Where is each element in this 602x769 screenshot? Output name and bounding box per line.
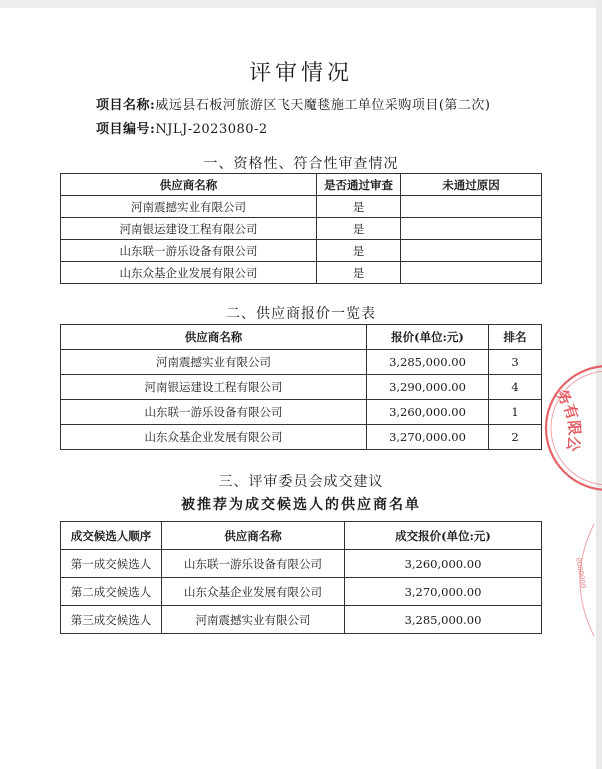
section-3-subheading: 被推荐为成交候选人的供应商名单 <box>181 497 421 513</box>
table-row <box>61 400 542 425</box>
candidate-order-cell: 第二成交候选人 <box>61 578 162 606</box>
project-number-label: 项目编号: <box>96 122 156 137</box>
page-title: 评审情况 <box>248 61 353 86</box>
recommended-candidates-table <box>60 521 542 634</box>
seal-serial-fragment <box>548 520 598 640</box>
table-row <box>61 550 542 578</box>
review-passed-cell: 是 <box>317 240 401 262</box>
project-name-value: 威远县石板河旅游区飞天魔毯施工单位采购项目(第二次) <box>155 98 491 113</box>
supplier-name-cell: 河南银运建设工程有限公司 <box>61 218 317 240</box>
deal-price-cell: 3,260,000.00 <box>345 550 542 578</box>
rank-cell: 4 <box>489 375 542 400</box>
supplier-name-cell: 山东众基企业发展有限公司 <box>61 425 367 450</box>
page-edge <box>0 0 602 8</box>
table-row <box>61 425 542 450</box>
quotation-table <box>60 324 542 450</box>
section-3-heading: 三、评审委员会成交建议 <box>218 474 384 490</box>
candidate-order-cell: 第一成交候选人 <box>61 550 162 578</box>
table-row <box>61 240 542 262</box>
deal-price-cell: 3,285,000.00 <box>345 606 542 634</box>
supplier-name-cell: 山东众基企业发展有限公司 <box>61 262 317 284</box>
supplier-name-cell: 山东联一游乐设备有限公司 <box>61 240 317 262</box>
section-1-heading: 一、资格性、符合性审查情况 <box>203 156 399 172</box>
rank-cell: 2 <box>489 425 542 450</box>
fail-reason-cell <box>401 196 542 218</box>
supplier-name-cell: 河南震撼实业有限公司 <box>162 606 345 634</box>
rank-cell: 1 <box>489 400 542 425</box>
project-number-value: NJLJ-2023080-2 <box>155 122 268 137</box>
quote-cell: 3,270,000.00 <box>367 425 489 450</box>
rank-cell: 3 <box>489 350 542 375</box>
column-header: 成交报价(单位:元) <box>345 522 542 550</box>
supplier-name-cell: 河南震撼实业有限公司 <box>61 350 367 375</box>
column-header: 供应商名称 <box>162 522 345 550</box>
table-header-row <box>61 325 542 350</box>
fail-reason-cell <box>401 262 542 284</box>
company-seal <box>516 350 602 500</box>
review-passed-cell: 是 <box>317 218 401 240</box>
review-passed-cell: 是 <box>317 262 401 284</box>
column-header: 未通过原因 <box>401 174 542 196</box>
section-2-heading: 二、供应商报价一览表 <box>226 306 376 322</box>
quote-cell: 3,285,000.00 <box>367 350 489 375</box>
table-row <box>61 196 542 218</box>
column-header: 排名 <box>489 325 542 350</box>
quote-cell: 3,290,000.00 <box>367 375 489 400</box>
supplier-name-cell: 山东联一游乐设备有限公司 <box>162 550 345 578</box>
fail-reason-cell <box>401 218 542 240</box>
table-row <box>61 350 542 375</box>
table-row <box>61 218 542 240</box>
project-number-line <box>96 118 268 137</box>
table-row <box>61 606 542 634</box>
column-header: 供应商名称 <box>61 325 367 350</box>
candidate-order-cell: 第三成交候选人 <box>61 606 162 634</box>
project-name-line <box>96 94 490 113</box>
table-header-row <box>61 174 542 196</box>
table-header-row <box>61 522 542 550</box>
review-passed-cell: 是 <box>317 196 401 218</box>
seal-text: 务有限公 <box>551 385 584 453</box>
supplier-name-cell: 山东联一游乐设备有限公司 <box>61 400 367 425</box>
quote-cell: 3,260,000.00 <box>367 400 489 425</box>
fail-reason-cell <box>401 240 542 262</box>
project-name-label: 项目名称: <box>96 98 156 113</box>
supplier-name-cell: 河南震撼实业有限公司 <box>61 196 317 218</box>
supplier-name-cell: 河南银运建设工程有限公司 <box>61 375 367 400</box>
column-header: 供应商名称 <box>61 174 317 196</box>
table-row <box>61 262 542 284</box>
seal-serial-text: 0000000 <box>574 556 588 590</box>
table-row <box>61 578 542 606</box>
deal-price-cell: 3,270,000.00 <box>345 578 542 606</box>
supplier-name-cell: 山东众基企业发展有限公司 <box>162 578 345 606</box>
column-header: 是否通过审查 <box>317 174 401 196</box>
table-row <box>61 375 542 400</box>
qualification-review-table <box>60 173 542 284</box>
column-header: 成交候选人顺序 <box>61 522 162 550</box>
column-header: 报价(单位:元) <box>367 325 489 350</box>
